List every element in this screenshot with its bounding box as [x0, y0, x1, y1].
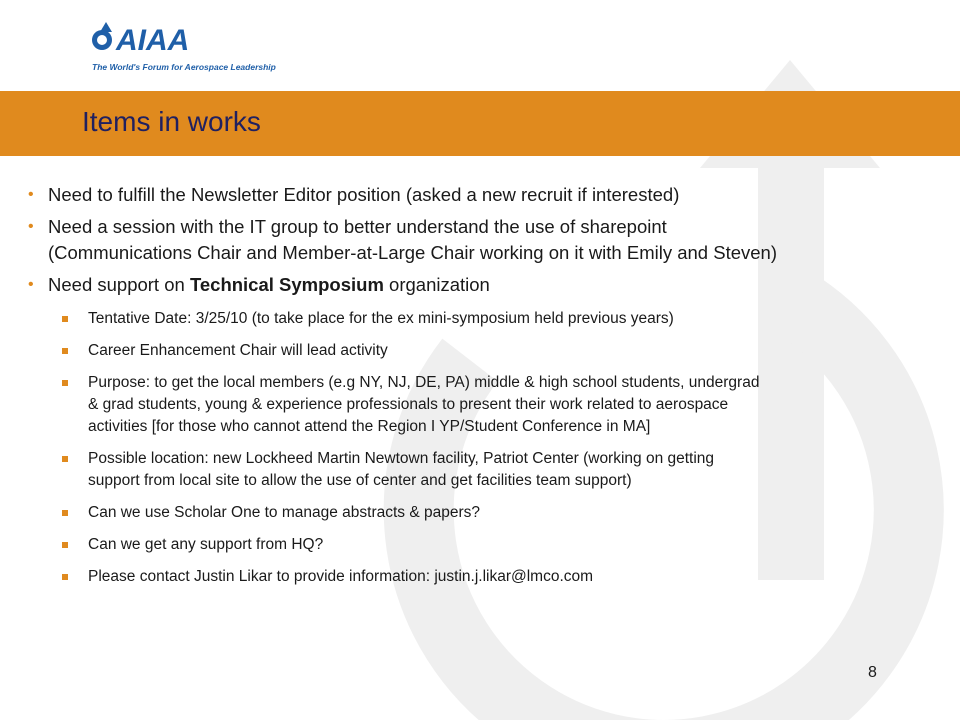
bullet-text-line: Need a session with the IT group to better understand the use of sharepoint — [48, 216, 667, 237]
square-bullet-icon — [62, 574, 68, 580]
square-bullet-icon — [62, 348, 68, 354]
sub-bullet-text: Can we use Scholar One to manage abstracts & papers? — [88, 504, 481, 521]
bullet-item — [26, 214, 956, 266]
bullet-item — [26, 272, 956, 298]
square-bullet-icon — [62, 380, 68, 386]
sub-bullet-text-line: activities [for those who cannot attend the Region I YP/Student Conference in MA] — [88, 418, 651, 435]
square-bullet-icon — [62, 456, 68, 462]
bullet-dot-icon: • — [28, 276, 34, 293]
sub-bullet-item — [26, 566, 956, 588]
sub-bullet-item — [26, 372, 956, 438]
sub-bullet-item — [26, 448, 956, 492]
sub-bullet-text-line: & grad students, young & experience professionals to present their work related to aerospace — [88, 396, 729, 413]
square-bullet-icon — [62, 316, 68, 322]
bullet-text-bold: Technical Symposium — [189, 274, 384, 295]
sub-bullet-text-line: Purpose: to get the local members (e.g NY, NJ, DE, PA) middle & high school students, undergrad — [88, 374, 760, 391]
square-bullet-icon — [62, 510, 68, 516]
sub-bullet-item — [26, 502, 956, 524]
bullet-text-line: (Communications Chair and Member-at-Large Chair working on it with Emily and Steven) — [48, 242, 777, 263]
bullet-item — [26, 182, 956, 208]
sub-bullet-item — [26, 340, 956, 362]
sub-bullet-text-line: Possible location: new Lockheed Martin Newtown facility, Patriot Center (working on getting — [88, 450, 715, 467]
logo-wordmark: AIAA — [116, 24, 190, 57]
square-bullet-icon — [62, 542, 68, 548]
aiaa-logo — [88, 18, 276, 78]
bullet-text-prefix: Need support on — [48, 274, 190, 295]
sub-bullet-item — [26, 308, 956, 330]
sub-bullet-text-line: support from local site to allow the use of center and get facilities team support) — [88, 472, 632, 489]
sub-bullet-text: Tentative Date: 3/25/10 (to take place for the ex mini-symposium held previous years) — [88, 310, 674, 327]
page-number: 8 — [868, 664, 877, 681]
bullet-text-suffix: organization — [383, 274, 490, 295]
sub-bullet-text: Please contact Justin Likar to provide information: justin.j.likar@lmco.com — [88, 568, 594, 585]
sub-bullet-text: Can we get any support from HQ? — [88, 536, 324, 553]
sub-bullet-text: Career Enhancement Chair will lead activity — [88, 342, 388, 359]
slide-content — [26, 182, 956, 598]
slide-title: Items in works — [82, 106, 261, 137]
bullet-dot-icon: • — [28, 186, 34, 203]
bullet-dot-icon: • — [28, 218, 34, 235]
sub-bullet-item — [26, 534, 956, 556]
bullet-text: Need to fulfill the Newsletter Editor position (asked a new recruit if interested) — [48, 184, 680, 205]
logo-tagline: The World's Forum for Aerospace Leadership — [92, 62, 276, 72]
